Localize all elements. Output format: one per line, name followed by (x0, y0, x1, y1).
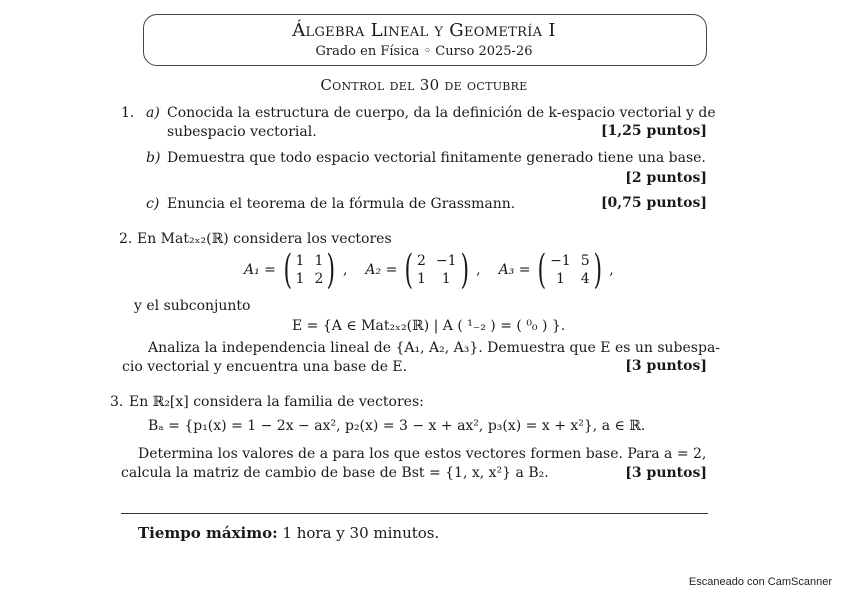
q3-family: Bₐ = {p₁(x) = 1 − 2x − ax², p₂(x) = 3 − x + ax², p₃(x) = x + x²}, a ∈ ℝ. (148, 418, 646, 434)
q1-a-label: a) (146, 105, 160, 121)
a3-cell: −1 (550, 253, 571, 269)
right-paren-icon: ) (593, 247, 602, 293)
q2-intro: En Mat₂ₓ₂(ℝ) considera los vectores (137, 231, 392, 247)
a2-cell: −1 (435, 253, 457, 269)
q2-text-line1: Analiza la independencia lineal de {A₁, A₂, A₃}. Demuestra que E es un subespa- (148, 340, 721, 356)
a1-label: A₁ = (244, 262, 276, 278)
right-paren-icon: ) (326, 247, 336, 293)
time-limit-value: 1 hora y 30 minutos. (282, 524, 440, 542)
a1-cell: 1 (295, 253, 305, 269)
q2-subset-intro: y el subconjunto (134, 298, 251, 314)
left-paren-icon: ( (404, 247, 414, 293)
matrix-a3 (534, 247, 605, 293)
q3-intro: En ℝ₂[x] considera la familia de vectores: (129, 394, 424, 410)
time-limit-label: Tiempo máximo: (138, 524, 278, 542)
q1-c-text: Enuncia el teorema de la fórmula de Grassmann. (167, 196, 516, 212)
q3-number: 3. (110, 394, 124, 410)
a3-label: A₃ = (498, 262, 531, 278)
q2-points: [3 puntos] (625, 358, 707, 374)
a3-cell: 4 (580, 271, 590, 287)
q1-a-points: [1,25 puntos] (600, 123, 707, 139)
right-paren-icon: ) (460, 247, 469, 293)
q2-subset-definition: E = {A ∈ Mat₂ₓ₂(ℝ) | A ( ¹₋₂ ) = ( ⁰₀ ) }. (292, 318, 566, 334)
q1-b-text: Demuestra que todo espacio vectorial finitamente generado tiene una base. (167, 150, 706, 166)
divider (121, 513, 708, 514)
q2-number: 2. (119, 231, 133, 247)
a1-cell: 1 (295, 271, 305, 287)
a1-cell: 1 (314, 253, 324, 269)
a2-cell: 1 (416, 271, 426, 287)
exam-title: Control del 30 de octubre (320, 76, 528, 94)
course-title: Álgebra Lineal y Geometría I (292, 20, 556, 41)
q1-b-points: [2 puntos] (625, 170, 707, 186)
time-limit (138, 524, 439, 542)
a3-cell: 5 (580, 253, 590, 269)
matrix-a1 (280, 247, 339, 293)
a2-cell: 2 (416, 253, 426, 269)
q1-c-points: [0,75 puntos] (600, 195, 707, 211)
q2-matrices: A₁ = ( 1 1 1 2 ) , A₂ = ( 2 −1 1 1 ) , A₃ = ( −1 5 1 4 ) , (244, 247, 614, 293)
q1-number: 1. (121, 105, 135, 121)
course-subtitle: Grado en Física ◦ Curso 2025-26 (315, 44, 533, 59)
left-paren-icon: ( (283, 247, 293, 293)
q3-text-line1: Determina los valores de a para los que estos vectores formen base. Para a = 2, (138, 446, 707, 462)
q1-a-text-line1: Conocida la estructura de cuerpo, da la definición de k-espacio vectorial y de (167, 105, 716, 121)
a3-cell: 1 (555, 271, 565, 287)
q1-b-label: b) (146, 150, 161, 166)
left-paren-icon: ( (537, 247, 547, 293)
a1-cell: 2 (314, 271, 324, 287)
q1-c-label: c) (146, 196, 160, 212)
a2-cell: 1 (441, 271, 451, 287)
q3-points: [3 puntos] (625, 465, 707, 481)
scanner-watermark: Escaneado con CamScanner (688, 576, 832, 588)
q1-a-text-line2: subespacio vectorial. (167, 124, 317, 140)
q3-text-line2: calcula la matriz de cambio de base de Bst = {1, x, x²} a B₂. (121, 465, 549, 481)
q2-text-line2: cio vectorial y encuentra una base de E. (122, 359, 408, 375)
a2-label: A₂ = (365, 262, 398, 278)
matrix-a2 (401, 247, 472, 293)
